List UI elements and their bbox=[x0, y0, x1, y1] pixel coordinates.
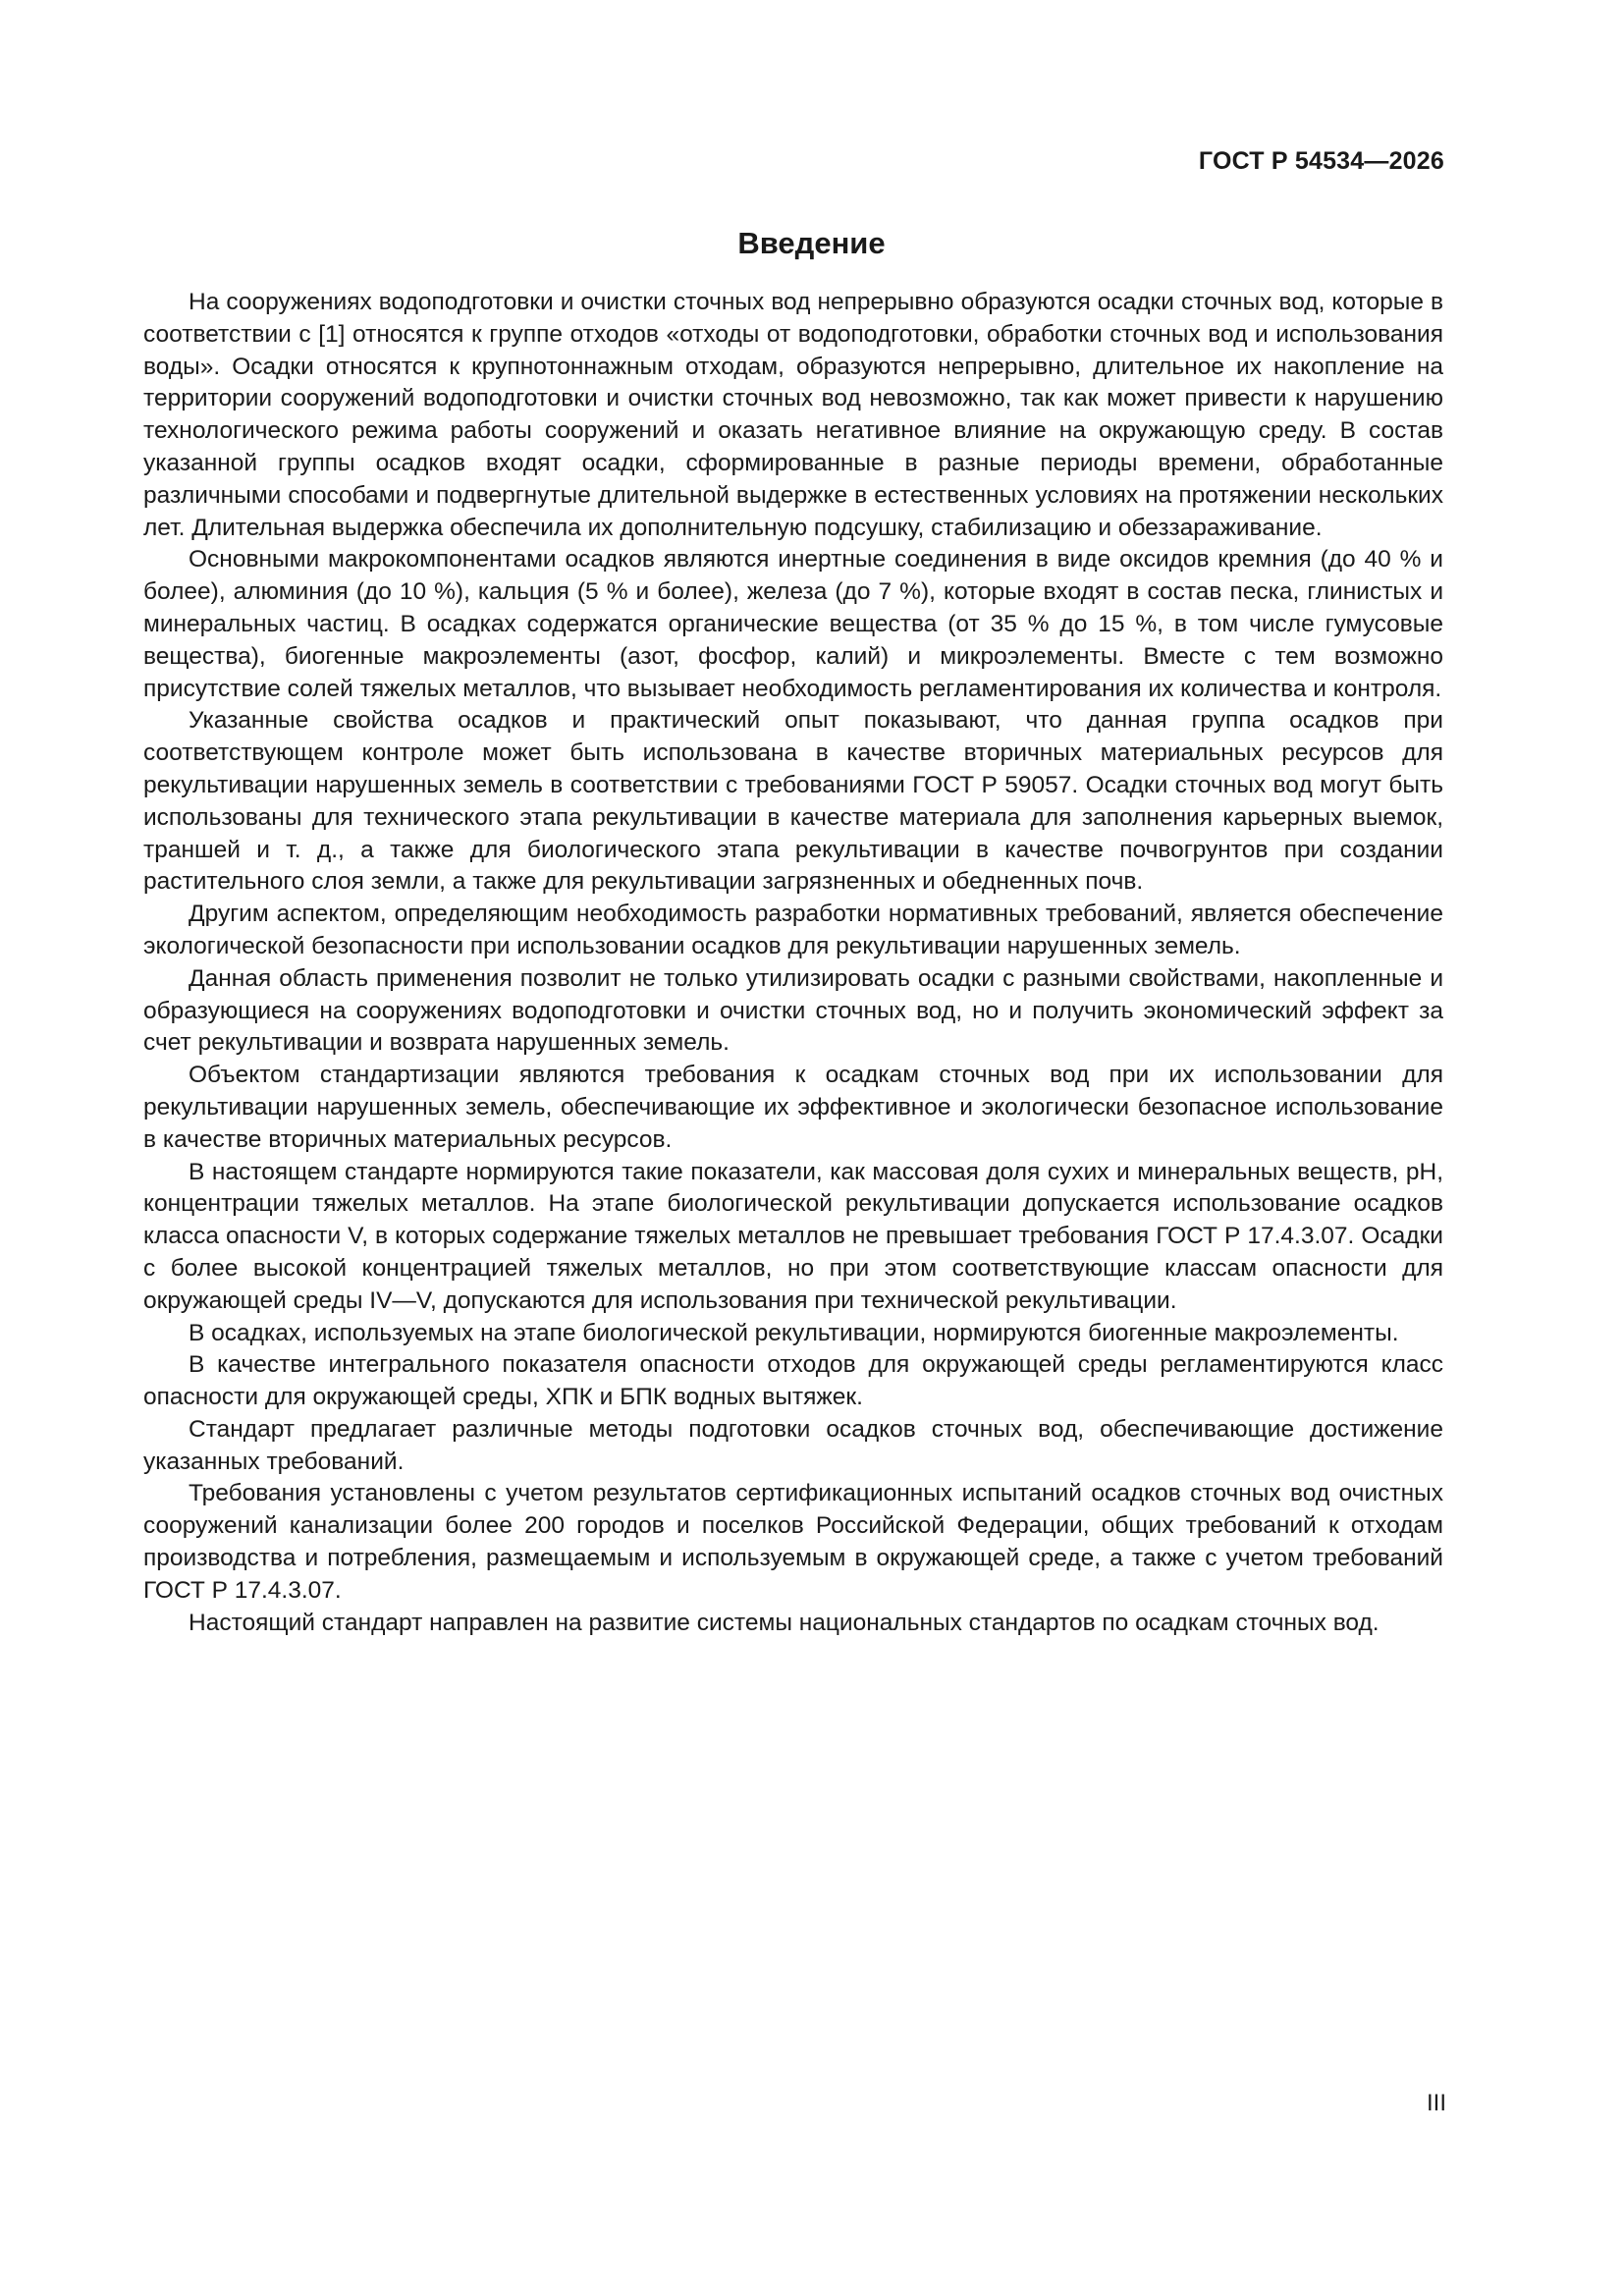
paragraph: В качестве интегрального показателя опасности отходов для окружающей среды регламентируются класс опасности для окружающей среды, ХПК и БПК водных вытяжек. bbox=[143, 1351, 1443, 1411]
paragraph: Основными макрокомпонентами осадков являются инертные соединения в виде оксидов кремния (до 40 % и более), алюминия (до 10 %), кальция (5 % и более), железа (до 7 %), которые входят в состав песка, глинистых и минеральных частиц. В осадках содержатся органические вещества (от 35 % до 15 %, в том числе гумусовые вещества), биогенные макроэлементы (азот, фосфор, калий) и микроэлементы. Вместе с тем возможно присутствие солей тяжелых металлов, что вызывает необходимость регламентирования их количества и контроля. bbox=[143, 546, 1443, 702]
paragraph: Другим аспектом, определяющим необходимость разработки нормативных требований, является обеспечение экологической безопасности при использовании осадков для рекультивации нарушенных земель. bbox=[143, 901, 1443, 959]
section-title: Введение bbox=[737, 226, 886, 260]
paragraph: Требования установлены с учетом результатов сертификационных испытаний осадков сточных вод очистных сооружений канализации более 200 городов и поселков Российской Федерации, общих требований к отходам производства и потребления, размещаемым и используемым в окружающей среде, а также с учетом требований ГОСТ Р 17.4.3.07. bbox=[143, 1480, 1443, 1604]
paragraph: На сооружениях водоподготовки и очистки сточных вод непрерывно образуются осадки сточных вод, которые в соответствии с [1] относятся к группе отходов «отходы от водоподготовки, обработки сточных вод и использования воды». Осадки относятся к крупнотоннажным отходам, образуются непрерывно, длительное их накопление на территории сооружений водоподготовки и очистки сточных вод невозможно, так как может привести к нарушению технологического режима работы сооружений и оказать негативное влияние на окружающую среду. В состав указанной группы осадков входят осадки, сформированные в разные периоды времени, обработанные различными способами и подвергнутые длительной выдержке в естественных условиях на протяжении нескольких лет. Длительная выдержка обеспечила их дополнительную подсушку, стабилизацию и обеззараживание. bbox=[143, 289, 1443, 541]
paragraph: В осадках, используемых на этапе биологической рекультивации, нормируются биогенные макроэлементы. bbox=[189, 1319, 1399, 1346]
paragraph: Стандарт предлагает различные методы подготовки осадков сточных вод, обеспечивающие достижение указанных требований. bbox=[143, 1415, 1443, 1475]
paragraph: Объектом стандартизации являются требования к осадкам сточных вод при их использовании для рекультивации нарушенных земель, обеспечивающие их эффективное и экологически безопасное использование в качестве вторичных материальных ресурсов. bbox=[143, 1062, 1443, 1153]
paragraph: В настоящем стандарте нормируются такие показатели, как массовая доля сухих и минеральных веществ, pH, концентрации тяжелых металлов. На этапе биологической рекультивации допускается использование осадков класса опасности V, в которых содержание тяжелых металлов не превышает требования ГОСТ Р 17.4.3.07. Осадки с более высокой концентрацией тяжелых металлов, но при этом соответствующие классам опасности для окружающей среды IV—V, допускаются для использования при технической рекультивации. bbox=[143, 1158, 1443, 1314]
page-number: III bbox=[1426, 2090, 1446, 2116]
paragraph: Указанные свойства осадков и практический опыт показывают, что данная группа осадков при соответствующем контроле может быть использована в качестве вторичных материальных ресурсов для рекультивации нарушенных земель в соответствии с требованиями ГОСТ Р 59057. Осадки сточных вод могут быть использованы для технического этапа рекультивации в качестве материала для заполнения карьерных выемок, траншей и т. д., а также для биологического этапа рекультивации в качестве почвогрунтов при создании растительного слоя земли, а также для рекультивации загрязненных и обедненных почв. bbox=[143, 707, 1443, 896]
document-code: ГОСТ Р 54534—2026 bbox=[1198, 147, 1444, 175]
body-text bbox=[143, 287, 1443, 1639]
paragraph: Данная область применения позволит не только утилизировать осадки с разными свойствами, накопленные и образующиеся на сооружениях водоподготовки и очистки сточных вод, но и получить экономический эффект за счет рекультивации и возврата нарушенных земель. bbox=[143, 964, 1443, 1057]
paragraph: Настоящий стандарт направлен на развитие системы национальных стандартов по осадкам сточных вод. bbox=[189, 1609, 1380, 1636]
